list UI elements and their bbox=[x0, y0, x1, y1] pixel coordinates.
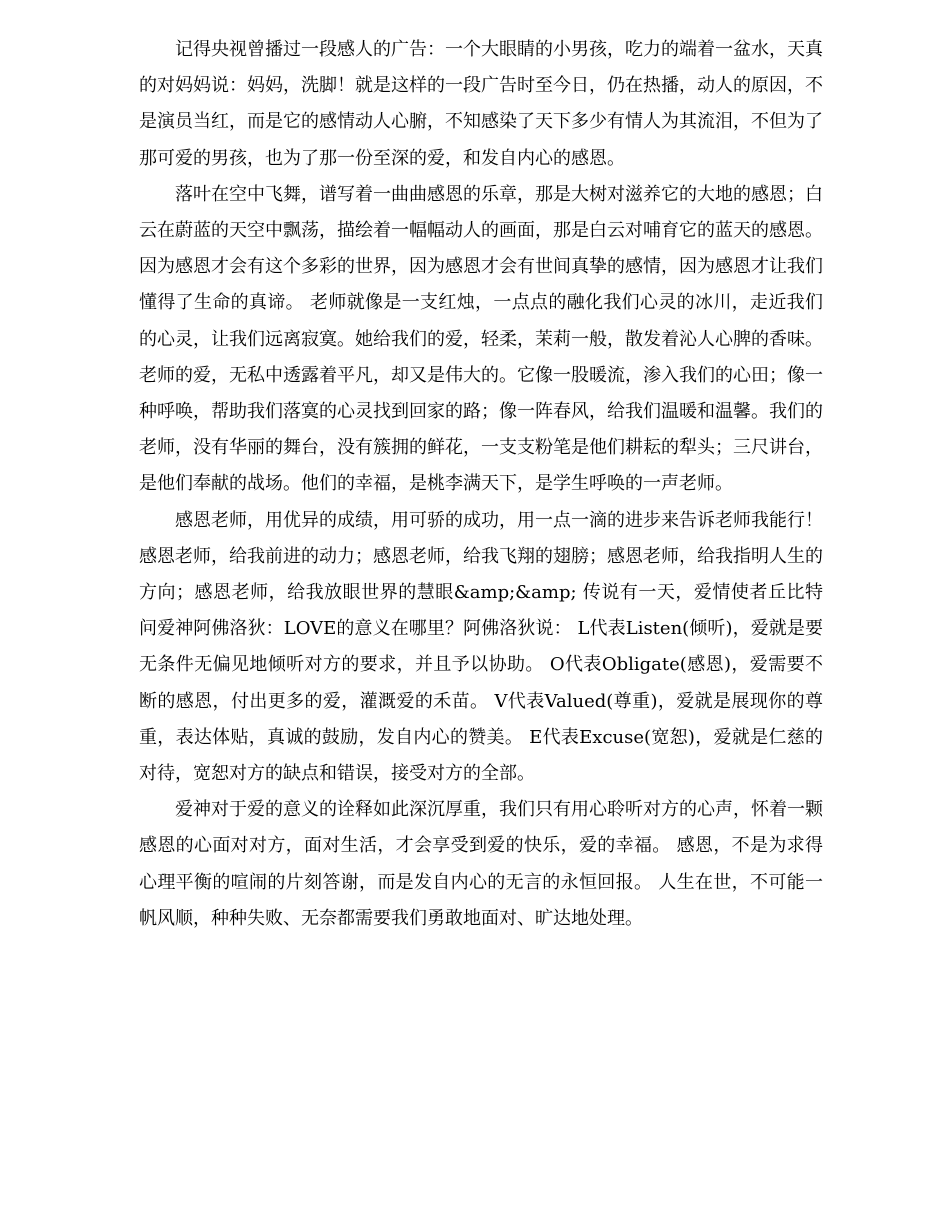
paragraph-3: 感恩老师，用优异的成绩，用可骄的成功，用一点一滴的进步来告诉老师我能行！ 感恩老师，给我前进的动力；感恩老师，给我飞翔的翅膀；感恩老师，给我指明人生的方向；感恩老师，给我放眼世界的慧眼&amp;&amp; 传说有一天，爱情使者丘比特问爱神阿佛洛狄：LOVE的意义在哪里？阿佛洛狄说： L代表Listen(倾听)，爱就是要无条件无偏见地倾听对方的要求，并且予以协助。 O代表Obligate(感恩)，爱需要不断的感恩，付出更多的爱，灌溉爱的禾苗。 V代表Valued(尊重)，爱就是展现你的尊重，表达体贴，真诚的鼓励，发自内心的赞美。 E代表Excuse(宽恕)，爱就是仁慈的对待，宽恕对方的缺点和错误，接受对方的全部。 bbox=[139, 509, 823, 785]
paragraph-2: 落叶在空中飞舞，谱写着一曲曲感恩的乐章，那是大树对滋养它的大地的感恩；白云在蔚蓝的天空中飘荡，描绘着一幅幅动人的画面，那是白云对哺育它的蓝天的感恩。因为感恩才会有这个多彩的世界，因为感恩才会有世间真挚的感情，因为感恩才让我们懂得了生命的真谛。 老师就像是一支红烛，一点点的融化我们心灵的冰川，走近我们的心灵，让我们远离寂寞。她给我们的爱，轻柔，茉莉一般，散发着沁人心脾的香味。老师的爱，无私中透露着平凡，却又是伟大的。它像一股暖流，渗入我们的心田；像一种呼唤，帮助我们落寞的心灵找到回家的路；像一阵春风，给我们温暖和温馨。我们的老师，没有华丽的舞台，没有簇拥的鲜花，一支支粉笔是他们耕耘的犁头；三尺讲台，是他们奉献的战场。他们的幸福，是桃李满天下，是学生呼唤的一声老师。 bbox=[139, 183, 823, 495]
paragraph-4: 爱神对于爱的意义的诠释如此深沉厚重，我们只有用心聆听对方的心声，怀着一颗感恩的心面对对方，面对生活，才会享受到爱的快乐，爱的幸福。 感恩，不是为求得心理平衡的喧闹的片刻答谢，而是发自内心的无言的永恒回报。 人生在世，不可能一帆风顺，种种失败、无奈都需要我们勇敢地面对、旷达地处理。 bbox=[139, 799, 823, 929]
paragraph-1: 记得央视曾播过一段感人的广告：一个大眼睛的小男孩，吃力的端着一盆水，天真的对妈妈说：妈妈，洗脚！就是这样的一段广告时至今日，仍在热播，动人的原因，不是演员当红，而是它的感情动人心腑，不知感染了天下多少有情人为其流泪，不但为了那可爱的男孩，也为了那一份至深的爱，和发自内心的感恩。 bbox=[139, 39, 823, 169]
document-body bbox=[139, 32, 823, 937]
